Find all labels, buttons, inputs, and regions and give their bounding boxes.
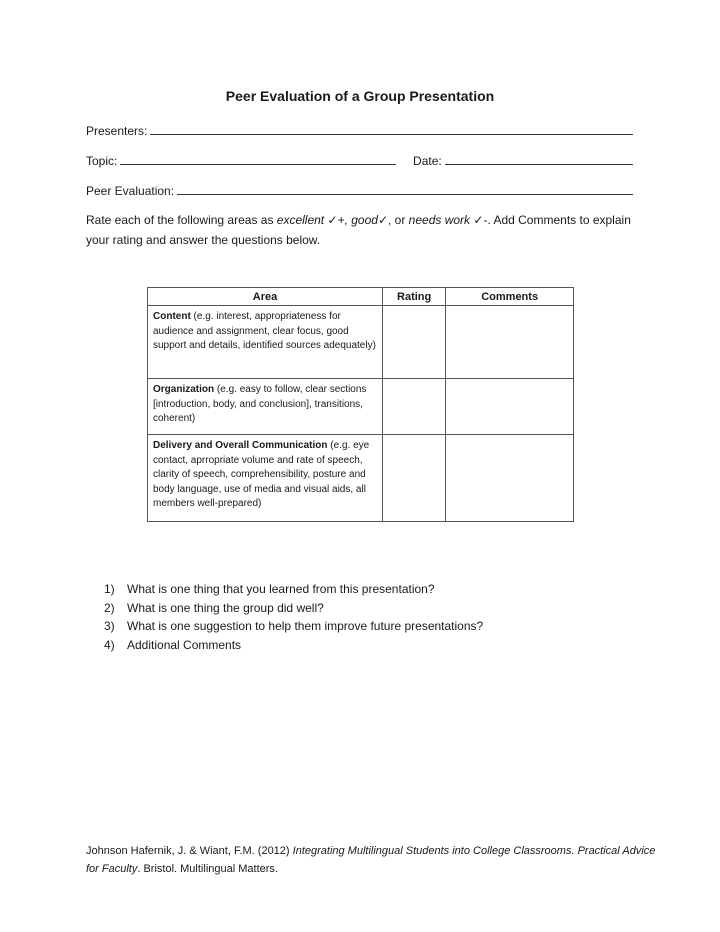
area-content: Content (e.g. interest, appropriateness for audience and assignment, clear focus, good support and details, identified sources adequately) xyxy=(148,306,383,379)
presenters-blank[interactable] xyxy=(150,122,633,135)
topic-blank[interactable] xyxy=(120,152,396,165)
list-item: 4) Additional Comments xyxy=(104,637,242,652)
area-delivery: Delivery and Overall Communication (e.g. eye contact, aprropriate volume and rate of speech, clarity of speech, comprehensibility, posture and body language, use of media and visual aids, all members well-prepared) xyxy=(148,435,383,522)
comments-cell[interactable] xyxy=(446,379,574,435)
table-header-row xyxy=(148,288,574,306)
rating-cell[interactable] xyxy=(382,306,445,379)
peer-evaluation-field xyxy=(86,182,633,198)
rating-cell[interactable] xyxy=(382,379,445,435)
table-row xyxy=(148,379,574,435)
topic-label: Topic: xyxy=(86,154,118,168)
peer-evaluation-label: Peer Evaluation: xyxy=(86,184,175,198)
date-label: Date: xyxy=(413,154,442,168)
list-item: 2) What is one thing the group did well? xyxy=(104,600,324,615)
table-row xyxy=(148,435,574,522)
check-icon: ✓ xyxy=(377,213,388,227)
date-blank[interactable] xyxy=(445,152,633,165)
header-area: Area xyxy=(148,288,383,306)
presenters-label: Presenters: xyxy=(86,124,148,138)
presenters-field xyxy=(86,122,633,138)
list-item: 1) What is one thing that you learned from this presentation? xyxy=(104,582,435,596)
question-list xyxy=(104,580,483,654)
check-plus-icon: ✓+ xyxy=(327,213,345,227)
header-rating: Rating xyxy=(382,288,445,306)
check-minus-icon: ✓- xyxy=(473,213,488,227)
instructions: Rate each of the following areas as excellent ✓+, good✓, or needs work ✓-. Add Comments to explain your rating and answer the questions below. xyxy=(86,213,631,247)
comments-cell[interactable] xyxy=(446,306,574,379)
list-item: 3) What is one suggestion to help them improve future presentations? xyxy=(104,619,484,633)
header-comments: Comments xyxy=(446,288,574,306)
peer-evaluation-blank[interactable] xyxy=(177,182,633,195)
topic-date-field xyxy=(86,152,633,168)
area-organization: Organization (e.g. easy to follow, clear sections [introduction, body, and conclusion], transitions, coherent) xyxy=(148,379,383,435)
comments-cell[interactable] xyxy=(446,435,574,522)
evaluation-table xyxy=(147,287,574,522)
citation: Johnson Hafernik, J. & Wiant, F.M. (2012) Integrating Multilingual Students into College Classrooms. Practical Advice for Faculty. Bristol. Multilingual Matters. xyxy=(86,845,656,875)
page-title: Peer Evaluation of a Group Presentation xyxy=(225,88,495,104)
table-row xyxy=(148,306,574,379)
rating-cell[interactable] xyxy=(382,435,445,522)
